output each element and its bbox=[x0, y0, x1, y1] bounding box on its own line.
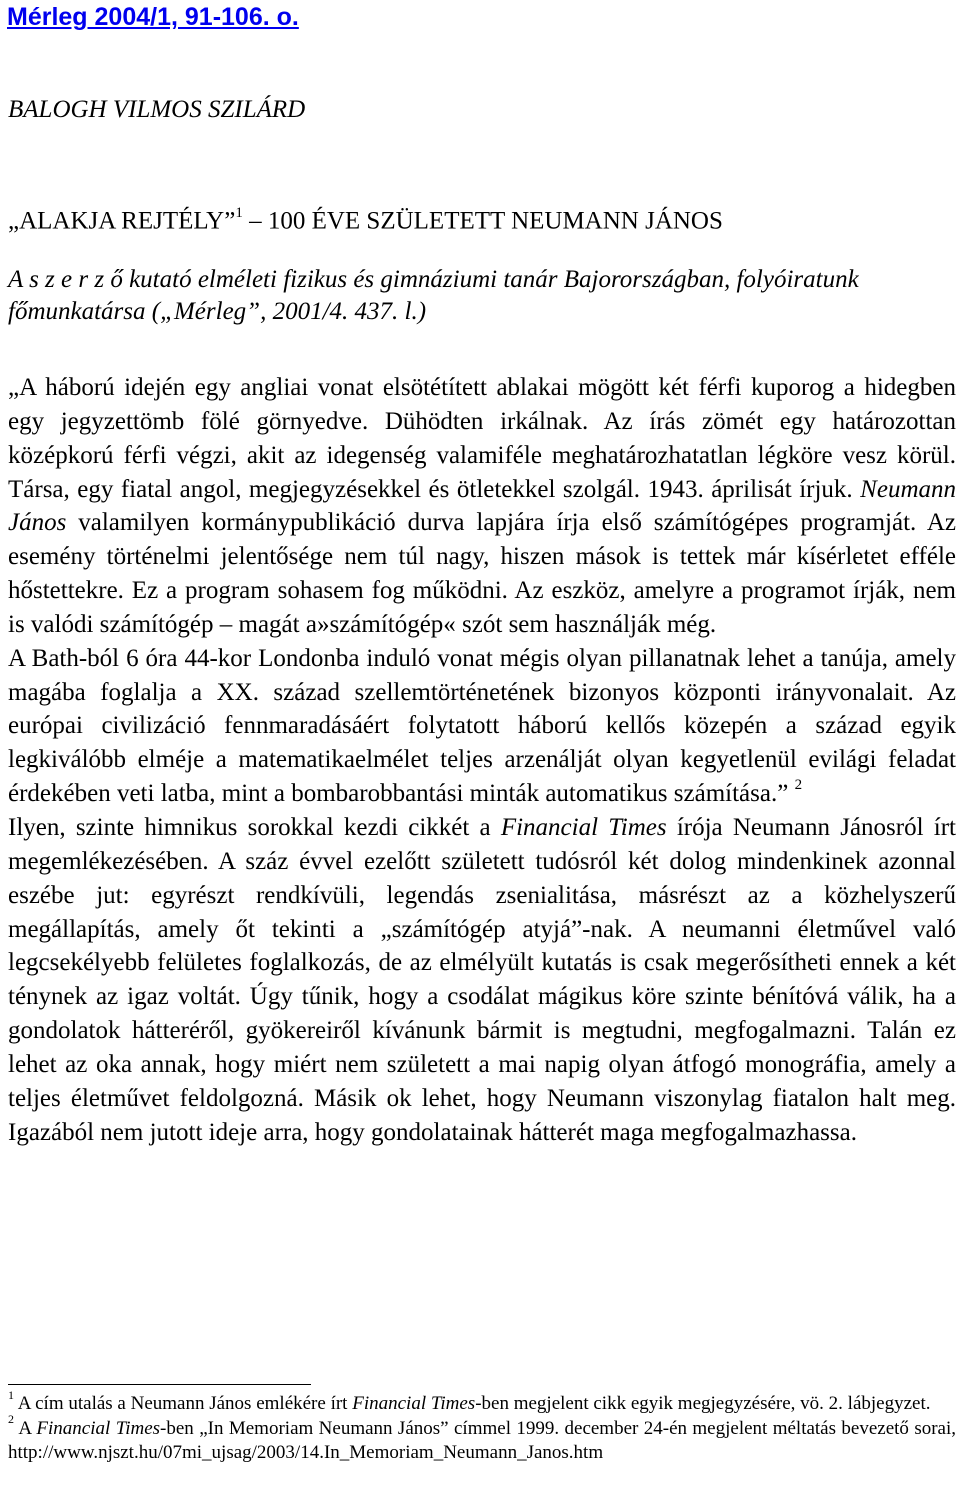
author-note bbox=[8, 264, 958, 328]
footnote-1-text-a: A cím utalás a Neumann János emlékére írt bbox=[14, 1393, 353, 1414]
author-note-text-2: , 2001/4. 437. l.) bbox=[260, 298, 427, 325]
author-note-text-1: A s z e r z ő kutató elméleti fizikus és gimnáziumi tanár Bajorországban, folyóiratunk főmunkatársa ( bbox=[8, 266, 859, 325]
paragraph-3-newspaper: Financial Times bbox=[500, 813, 667, 841]
paragraph-2-text: A Bath-ból 6 óra 44-kor Londonba induló vonat mégis olyan pillanatnak lehet a tanúja, amely magába foglalja a XX. század szellemtörténetének bizonyos központi irányvonalait. Az európai civilizáció fennmaradásáért folytatott háború kellős közepén a század egyik legkiválóbb elméje a matematikaelmélet teljes arzenálját olyan kegyetlenül evilági feladat érdekében veti latba, mint a bombarobbantási minták automatikus számítása.” bbox=[8, 644, 956, 808]
footnote-1 bbox=[8, 1387, 956, 1417]
paragraph-3-text-a: Ilyen, szinte himnikus sorokkal kezdi cikkét a bbox=[8, 813, 501, 841]
footnotes bbox=[8, 1387, 956, 1466]
paragraph-1-text-b: valamilyen kormánypublikáció durva lapjára írja első számítógépes programját. Az esemény történelmi jelentősége nem túl nagy, hiszen mások is tettek már kísérletet efféle hőstettekre. Ez a program sohasem fog működni. Az eszköz, amelyre a programot írják, nem is valódi számítógép – magát a»számítógép« szót sem használják még. bbox=[8, 509, 956, 638]
paragraph-3 bbox=[8, 811, 956, 1149]
paragraph-1 bbox=[8, 371, 956, 642]
paragraph-1-name: Neumann János bbox=[8, 475, 956, 537]
footnote-2-italic: Financial Times bbox=[36, 1417, 161, 1439]
footnote-1-text-b: -ben megjelent cikk egyik megjegyzésére, vö. 2. lábjegyzet. bbox=[475, 1393, 931, 1414]
footnote-ref-1: 1 bbox=[235, 205, 243, 221]
author-note-magazine: „Mérleg” bbox=[160, 298, 261, 325]
source-link[interactable]: Mérleg 2004/1, 91-106. o. bbox=[7, 3, 299, 31]
title-part-2: – 100 ÉVE SZÜLETETT NEUMANN JÁNOS bbox=[242, 207, 723, 235]
footnote-2-text-a: A bbox=[14, 1417, 37, 1439]
author-name: BALOGH VILMOS SZILÁRD bbox=[8, 96, 306, 123]
article-title bbox=[8, 198, 723, 238]
footnote-2-number: 2 bbox=[8, 1412, 14, 1427]
footnote-ref-2: 2 bbox=[794, 776, 803, 793]
footnote-1-number: 1 bbox=[8, 1387, 14, 1402]
title-part-1: „ALAKJA REJTÉLY” bbox=[8, 207, 236, 235]
footnote-divider bbox=[8, 1384, 311, 1385]
paragraph-3-text-b: írója Neumann Jánosról írt megemlékezésében. A száz évvel ezelőtt született tudósról két dolog mindenkinek azonnal eszébe jut: egyrészt rendkívüli, legendás zsenialitása, másrészt az a közhelyszerű megállapítás, amely őt tekinti a „számítógép atyjá”-nak. A neumanni életművel való legcsekélyebb felületes foglalkozás, de az elmélyült kutatás is csak megerősítheti ennek a két ténynek az igaz voltát. Úgy tűnik, hogy a csodálat mágikus köre szinte bénítóvá válik, ha a gondolatok hátteréről, gyökereiről kívánunk bármit is megtudni, megfogalmazni. Talán ez lehet az oka annak, hogy miért nem született a mai napig olyan átfogó monográfia, amely a teljes életművet feldolgozná. Másik ok lehet, hogy Neumann viszonylag fiatalon halt meg. Igazából nem jutott ideje arra, hogy gondolatainak hátterét maga megfogalmazhassa. bbox=[8, 813, 956, 1146]
footnote-1-italic: Financial Times bbox=[352, 1393, 476, 1414]
article-body bbox=[8, 371, 956, 1149]
footnote-2-text-b: -ben „In Memoriam Neumann János” címmel 1999. december 24-én megjelent méltatás bevezető sorai, http://www.njszt.hu/07mi_ujsag/2003/14.In_Memoriam_Neumann_Janos.htm bbox=[8, 1417, 956, 1463]
paragraph-1-text-a: „A háború idején egy angliai vonat elsötétített ablakai mögött két férfi kuporog a hidegben egy jegyzettömb fölé görnyedve. Dühödten irkálnak. Az írás zömét egy határozottan középkorú férfi végzi, akit az idegenség valamiféle meghatározhatatlan légköre vesz körül. Társa, egy fiatal angol, megjegyzésekkel és ötletekkel szolgál. 1943. áprilisát írjuk. bbox=[8, 374, 956, 503]
paragraph-2 bbox=[8, 642, 956, 811]
footnote-2 bbox=[8, 1412, 956, 1466]
